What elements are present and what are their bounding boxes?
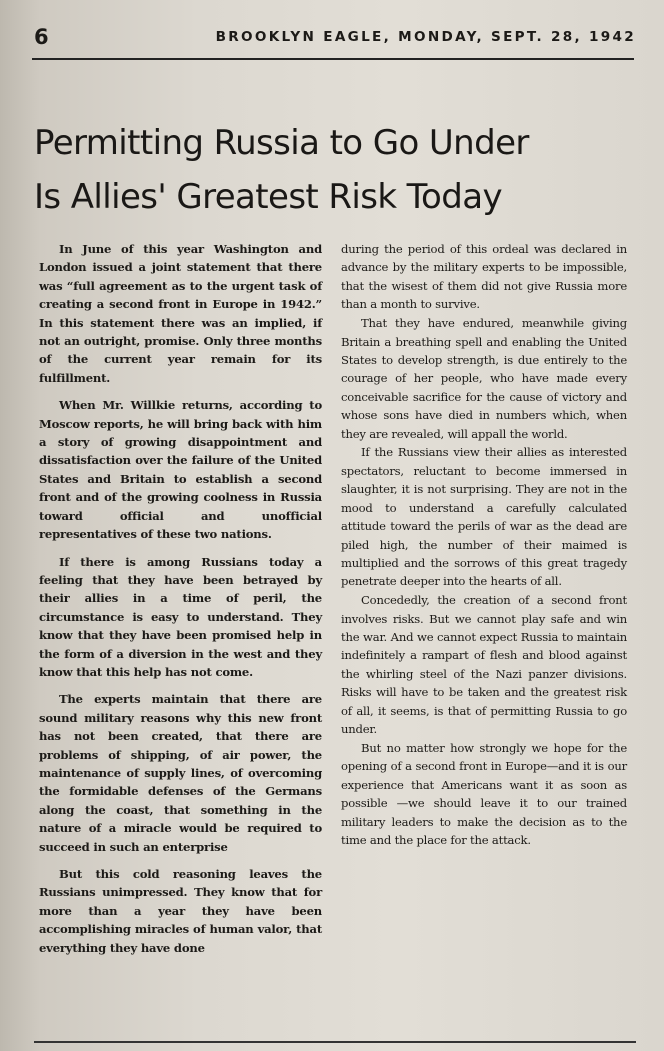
article-paragraph: If the Russians view their allies as interested spectators, reluctant to become immersed in slaughter, it is not surprising. They are not in the mood to understand a carefully calculated attitude toward the perils of war as the dead are piled high, the number of their maimed is multiplied and the sorrows of this great tragedy penetrate deeper into the hearts of all.	[341, 445, 627, 589]
article-right-column	[341, 240, 627, 849]
masthead	[30, 22, 636, 52]
headline-line-2: Is Allies' Greatest Risk Today	[34, 177, 502, 217]
dateline: BROOKLYN EAGLE, MONDAY, SEPT. 28, 1942	[215, 29, 636, 45]
article-paragraph: If there is among Russians today a feeling that they have been betrayed by their allies in a time of peril, the circumstance is easy to understand. They know that they have been promised help in the form of a diversion in the west and they know that this help has not come.	[39, 554, 322, 679]
article-paragraph: But no matter how strongly we hope for the opening of a second front in Europe—and it is our experience that Americans want it as soon as possible —we should leave it to our trained military leaders to make the decision as to the time and the place for the attack.	[341, 740, 627, 847]
bottom-rule	[34, 1041, 636, 1043]
article-paragraph: during the period of this ordeal was declared in advance by the military experts to be impossible, that the wisest of them did not give Russia more than a month to survive.	[341, 242, 627, 312]
article-left-column	[39, 240, 322, 957]
headline	[34, 116, 644, 224]
headline-line-1: Permitting Russia to Go Under	[34, 123, 529, 163]
article-paragraph: But this cold reasoning leaves the Russians unimpressed. They know that for more than a year they have been accomplishing miracles of human valor, that everything they have done	[39, 867, 322, 955]
article-paragraph: When Mr. Willkie returns, according to Moscow reports, he will bring back with him a story of growing disappointment and dissatisfaction over the failure of the United States and Britain to establish a second front and of the growing coolness in Russia toward official and unofficial representatives of these two nations.	[39, 398, 322, 542]
article-paragraph: That they have endured, meanwhile giving Britain a breathing spell and enabling the United States to develop strength, is due entirely to the courage of her people, who have made every conceivable sacrifice for the cause of victory and whose sons have died in numbers which, when they are revealed, will appall the world.	[341, 316, 627, 441]
masthead-rule	[32, 58, 634, 60]
article-paragraph: Concededly, the creation of a second front involves risks. But we cannot play safe and win the war. And we cannot expect Russia to maintain indefinitely a rampart of flesh and blood against the whirling steel of the Nazi panzer divisions. Risks will have to be taken and the greatest risk of all, it seems, is that of permitting Russia to go under.	[341, 593, 627, 737]
page-number: 6	[34, 25, 49, 49]
article-paragraph: In June of this year Washington and London issued a joint statement that there was “full agreement as to the urgent task of creating a second front in Europe in 1942.” In this statement there was an implied, if not an outright, promise. Only three months of the current year remain for its fulfillment.	[39, 242, 322, 385]
article-paragraph: The experts maintain that there are sound military reasons why this new front has not been created, that there are problems of shipping, of air power, the maintenance of supply lines, of overcoming the formidable defenses of the Germans along the coast, that something in the nature of a miracle would be required to succeed in such an enterprise	[39, 692, 322, 854]
